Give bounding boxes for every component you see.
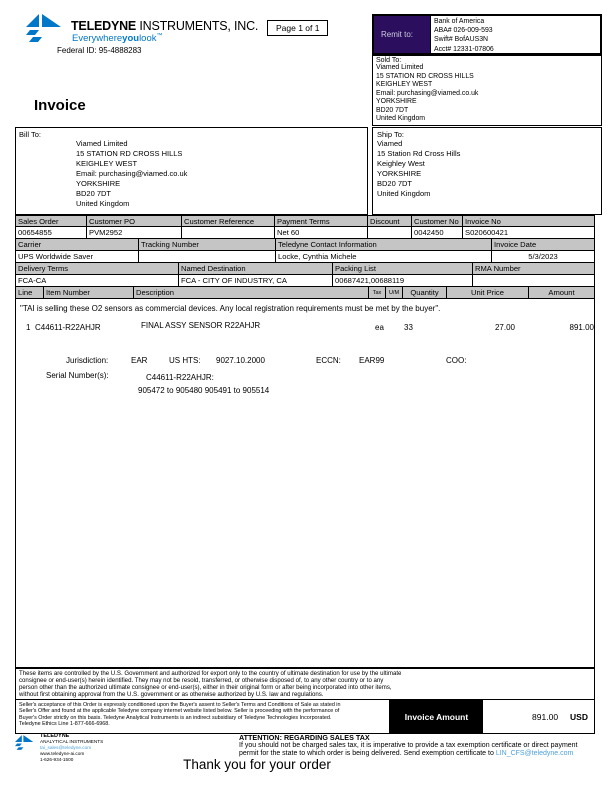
invoice-amount-cell	[483, 700, 594, 733]
export-control-notice	[15, 668, 595, 700]
footer-teledyne-logo-icon	[15, 734, 37, 756]
bill-to-address	[19, 139, 364, 209]
serial-range: 905472 to 905480 905491 to 905514	[138, 386, 270, 395]
invoice-amount-label: Invoice Amount	[390, 700, 483, 733]
terms-line: Teledyne Ethics Line 1-877-666-6968.	[19, 721, 110, 728]
header-cell-customer-po: Customer PO	[87, 216, 182, 226]
header-cell-rma-number: RMA Number	[473, 263, 594, 274]
address-line: Viamed Limited	[376, 64, 424, 71]
value-tracking-number	[139, 251, 276, 262]
order-info-header-row-1	[15, 215, 595, 227]
footer-division: ANALYTICAL INSTRUMENTS	[40, 739, 104, 744]
terms-line: Seller's acceptance of this Order is expressly conditioned upon the Buyer's assent to Seller's Terms and Conditions of Sale as stated in	[19, 702, 341, 708]
value-packing-list: 00687421,00688119	[333, 275, 473, 286]
address-line: BD20 7DT	[376, 106, 409, 114]
header-cell-packing-list: Packing List	[333, 263, 473, 274]
header-cell-customer-reference: Customer Reference	[182, 216, 275, 226]
address-line: United Kingdom	[376, 115, 426, 122]
address-line: BD20 7DT	[377, 179, 413, 188]
order-info-header-row-2	[15, 239, 595, 251]
order-info-value-row-3	[15, 275, 595, 287]
terms-line: Seller's Offer and found at the applicable Teledyne company internet website listed below. Seller is proceeding with the performance of	[19, 708, 340, 715]
value-customer-no: 0042450	[412, 227, 463, 238]
footer-company-block	[40, 733, 103, 763]
coo-label: COO:	[446, 356, 467, 365]
eccn-label: ECCN:	[316, 356, 341, 365]
attention-title: ATTENTION: REGARDING SALES TAX	[239, 733, 370, 742]
address-line: Viamed	[377, 139, 403, 148]
header-cell-invoice-date: Invoice Date	[492, 239, 594, 250]
teledyne-logo-icon	[26, 12, 68, 49]
invoice-amount-value: 891.00	[532, 711, 559, 722]
header-cell-payment-terms: Payment Terms	[275, 216, 368, 226]
value-carrier: UPS Worldwide Saver	[16, 251, 139, 262]
item-line-no: 1	[26, 323, 31, 332]
page-indicator: Page 1 of 1	[267, 20, 328, 36]
footer-email: tai_sales@teledyne.com	[40, 744, 92, 750]
export-notice-line: These items are controlled by the U.S. Government and authorized for export only to the country of ultimate destination for use by the ultimate	[19, 670, 402, 677]
federal-id: Federal ID: 95-4888283	[57, 46, 142, 55]
export-notice-line: consignee or end-user(s) herein identified. They may not be resold, transferred, or otherwise disposed of, to any other country or to any	[19, 676, 384, 684]
terms-line: Buyer's Order strictly on this basis. Teledyne Analytical Instruments is an indirect subsidiary of Teledyne Technologies Incorporated.	[19, 714, 332, 721]
export-notice-line: person other than the authorized ultimate consignee or end-user(s), either in their original form or after being incorporated into other items,	[19, 683, 392, 691]
bill-to-box	[15, 127, 368, 215]
value-customer-po: PVM2952	[87, 227, 182, 238]
item-amount: 891.00	[569, 323, 594, 332]
serial-item: C44611-R22AHJR:	[146, 373, 214, 382]
commercial-device-note: "TAI is selling these O2 sensors as commercial devices. Any local registration requirements must be met by the buyer".	[20, 304, 441, 313]
item-description: FINAL ASSY SENSOR R22AHJR	[141, 321, 261, 330]
order-info-value-row-2	[15, 251, 595, 263]
value-discount	[368, 227, 412, 238]
jurisdiction-value: EAR	[131, 356, 148, 365]
remit-to-details	[430, 16, 600, 53]
company-tagline: Everywhereyoulook™	[72, 33, 163, 44]
bank-name: Bank of America	[434, 18, 485, 25]
header-cell-carrier: Carrier	[16, 239, 139, 250]
totals-strip	[15, 700, 595, 734]
order-info-value-row-1	[15, 227, 595, 239]
page-title: Invoice	[34, 97, 86, 114]
exemption-email-link[interactable]: LIN_CFS@teledyne.com	[495, 750, 574, 758]
bank-swift: Swift# BofAUS3N	[434, 36, 488, 44]
header-cell-unit-price: Unit Price	[447, 287, 529, 298]
address-line: Keighley West	[377, 159, 425, 168]
header-cell-description: Description	[134, 287, 369, 298]
header-cell-quantity: Quantity	[403, 287, 447, 298]
sales-tax-attention	[239, 733, 578, 758]
address-line: United Kingdom	[76, 199, 130, 208]
header-cell-amount: Amount	[529, 287, 594, 298]
item-um: ea	[375, 323, 384, 332]
address-line: 15 STATION RD CROSS HILLS	[376, 72, 474, 80]
header-cell-sales-order: Sales Order	[16, 216, 87, 226]
footer-website: www.teledyne-ai.com	[40, 750, 85, 756]
ship-to-box	[372, 127, 602, 215]
address-line: Email: purchasing@viamed.co.uk	[376, 89, 479, 97]
thank-you-message: Thank you for your order	[183, 757, 331, 772]
attention-line: permit for the state to which order is being delivered. Send exemption certificate to LIN_CFS@teledyne.com	[239, 750, 574, 758]
us-hts-value: 9027.10.2000	[216, 356, 265, 365]
address-line: United Kingdom	[377, 189, 431, 198]
line-items-header-row	[15, 287, 595, 299]
eccn-value: EAR99	[359, 356, 385, 365]
address-line: Email: purchasing@viamed.co.uk	[76, 169, 188, 178]
bill-to-label: Bill To:	[19, 130, 41, 139]
address-line: KEIGHLEY WEST	[376, 81, 433, 88]
header-cell-teledyne-contact: Teledyne Contact Information	[276, 239, 492, 250]
address-line: YORKSHIRE	[377, 169, 422, 178]
value-invoice-date: 5/3/2023	[528, 252, 558, 261]
value-invoice-no: S020600421	[465, 228, 509, 237]
address-line: BD20 7DT	[76, 189, 112, 198]
terms-and-conditions	[16, 700, 390, 733]
attention-line: If you should not be charged sales tax, it is imperative to provide a tax exemption certificate or direct payment	[239, 742, 578, 749]
line-items-body	[15, 299, 595, 668]
footer-company-name: TELEDYNE	[40, 733, 70, 739]
address-line: 15 Station Rd Cross Hills	[377, 149, 461, 158]
value-rma-number	[473, 275, 594, 286]
header-cell-um: U/M	[386, 287, 403, 298]
company-name-rest: INSTRUMENTS, INC.	[136, 19, 259, 33]
sold-to-label: Sold To:	[376, 57, 402, 64]
invoice-currency: USD	[570, 711, 588, 722]
company-name-bold: TELEDYNE	[71, 19, 137, 33]
sold-to-box	[372, 55, 602, 126]
header-cell-line: Line	[16, 287, 44, 298]
address-line: YORKSHIRE	[376, 98, 417, 105]
item-quantity: 33	[404, 323, 413, 332]
header-cell-item-number: Item Number	[44, 287, 134, 298]
value-payment-terms: Net 60	[275, 227, 368, 238]
export-notice-line: without first obtaining approval from the U.S. government or as otherwise authorized by U.S. law and regulations.	[19, 690, 324, 698]
remit-to-label: Remit to:	[374, 16, 430, 53]
address-line: 15 STATION RD CROSS HILLS	[76, 149, 183, 158]
address-line: Viamed Limited	[76, 139, 128, 148]
value-teledyne-contact: Locke, Cynthia Michele	[276, 251, 492, 262]
header-cell-delivery-terms: Delivery Terms	[16, 263, 179, 274]
order-info-header-row-3	[15, 263, 595, 275]
address-line: YORKSHIRE	[76, 179, 121, 188]
header-cell-customer-no: Customer No	[412, 216, 463, 226]
remit-to-box	[372, 14, 602, 55]
header-cell-tax: Tax	[369, 287, 386, 298]
value-named-destination: FCA - CITY OF INDUSTRY, CA	[179, 275, 333, 286]
item-number: C44611-R22AHJR	[35, 323, 101, 332]
bank-account: Acct# 12331-07806	[434, 45, 494, 53]
value-delivery-terms: FCA-CA	[16, 275, 179, 286]
us-hts-label: US HTS:	[169, 356, 201, 365]
bank-aba: ABA# 026-009-593	[434, 27, 493, 35]
header-cell-named-destination: Named Destination	[179, 263, 333, 274]
company-name	[71, 19, 258, 33]
header-cell-invoice-no: Invoice No	[463, 216, 594, 226]
address-line: KEIGHLEY WEST	[76, 159, 138, 168]
ship-to-label: Ship To:	[377, 130, 404, 139]
value-customer-reference	[182, 227, 275, 238]
header-cell-tracking-number: Tracking Number	[139, 239, 276, 250]
footer-phone: 1-626-934-1500	[40, 756, 74, 762]
jurisdiction-label: Jurisdiction:	[66, 356, 109, 365]
value-sales-order: 00654855	[16, 227, 87, 238]
item-unit-price: 27.00	[494, 323, 515, 332]
serial-numbers-label: Serial Number(s):	[46, 371, 109, 380]
header-cell-discount: Discount	[368, 216, 412, 226]
